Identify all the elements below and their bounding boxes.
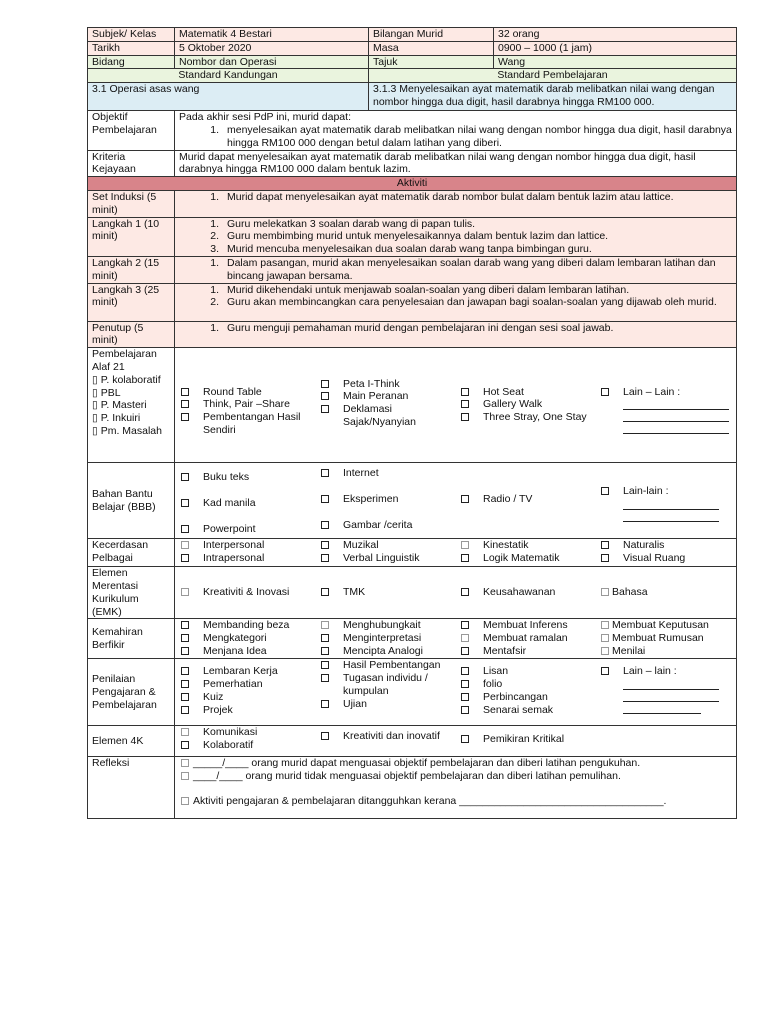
aktiviti-header: Aktiviti: [88, 177, 737, 191]
tajuk-label: Tajuk: [369, 55, 494, 69]
checkbox-option[interactable]: Pemikiran Kritikal: [459, 733, 599, 746]
blank-line[interactable]: [623, 690, 719, 702]
checkbox-option[interactable]: Gambar /cerita: [319, 519, 459, 532]
checkbox-icon[interactable]: [181, 634, 189, 642]
checkbox-option[interactable]: Lain – Lain :: [599, 386, 729, 399]
checkbox-option[interactable]: Naturalis: [599, 539, 729, 552]
checkbox-option[interactable]: Menghubungkait: [319, 619, 459, 632]
emk-options: [175, 567, 737, 619]
refleksi-line-3[interactable]: Aktiviti pengajaran & pembelajaran ditangguhkan kerana ___________________________________.: [179, 795, 732, 808]
checkbox-option[interactable]: Lisan: [459, 665, 599, 678]
checkbox-option[interactable]: Muzikal: [319, 539, 459, 552]
checkbox-option[interactable]: Three Stray, One Stay: [459, 411, 599, 424]
kecerdasan-label: Kecerdasan Pelbagai: [88, 539, 175, 567]
alaf21-label-cell: [88, 348, 175, 463]
checkbox-icon[interactable]: [181, 706, 189, 714]
elemen4k-options: [175, 726, 737, 757]
checkbox-icon[interactable]: [321, 634, 329, 642]
alaf21-type: ▯ P. Inkuiri: [92, 412, 141, 425]
checkbox-icon[interactable]: [181, 621, 189, 629]
tarikh-value: 5 Oktober 2020: [175, 41, 369, 55]
blank-line[interactable]: [623, 498, 719, 510]
checkbox-icon[interactable]: [181, 388, 189, 396]
checkbox-option[interactable]: Lain – lain :: [599, 665, 729, 678]
lesson-plan-table: [87, 27, 737, 819]
kemahiran-label: Kemahiran Berfikir: [88, 619, 175, 659]
checkbox-icon[interactable]: [181, 473, 189, 481]
standard-pembelajaran-header: Standard Pembelajaran: [369, 69, 737, 83]
blank-line[interactable]: [623, 678, 719, 690]
checkbox-option[interactable]: Hasil Pembentangan: [319, 659, 459, 672]
checkbox-icon[interactable]: [601, 588, 609, 596]
alaf21-type: ▯ P. kolaboratif: [92, 373, 161, 386]
checkbox-icon[interactable]: [181, 588, 189, 596]
checkbox-icon[interactable]: [181, 647, 189, 655]
langkah-3-content: 1. Murid dikehendaki untuk menjawab soalan-soalan yang diberi dalam lembaran latihan. 2. Guru akan membincangkan cara penyelesaian dan jawapan bagi soalan-soalan yang dijawab oleh murid.: [175, 283, 737, 321]
checkbox-option[interactable]: Gallery Walk: [459, 398, 599, 411]
checkbox-icon[interactable]: [321, 392, 329, 400]
alaf21-type: ▯ Pm. Masalah: [92, 424, 162, 437]
checkbox-option[interactable]: Kuiz: [179, 691, 319, 704]
checkbox-option[interactable]: Powerpoint: [179, 523, 319, 536]
checkbox-icon[interactable]: [601, 621, 609, 629]
checkbox-option[interactable]: Membuat ramalan: [459, 632, 599, 645]
set-induksi-content: 1. Murid dapat menyelesaikan ayat matematik darab nombor bulat dalam bentuk lazim atau lattice.: [175, 190, 737, 217]
checkbox-option[interactable]: Senarai semak: [459, 704, 599, 717]
checkbox-option[interactable]: Ujian: [319, 698, 459, 711]
checkbox-option[interactable]: Tugasan individu / kumpulan: [319, 672, 459, 698]
alaf21-col2: [319, 378, 459, 437]
checkbox-option[interactable]: Mengkategori: [179, 632, 319, 645]
emk-label: Elemen Merentasi Kurikulum (EMK): [88, 567, 175, 619]
checkbox-icon[interactable]: [461, 693, 469, 701]
masa-label: Masa: [369, 41, 494, 55]
checkbox-icon[interactable]: [181, 541, 189, 549]
checkbox-option[interactable]: TMK: [319, 586, 459, 599]
checkbox-option[interactable]: Buku teks: [179, 471, 319, 484]
checkbox-icon[interactable]: [181, 797, 189, 805]
murid-label: Bilangan Murid: [369, 28, 494, 42]
checkbox-icon[interactable]: [321, 621, 329, 629]
checkbox-option[interactable]: Peta I-Think: [319, 378, 459, 391]
checkbox-icon[interactable]: [321, 732, 329, 740]
checkbox-icon[interactable]: [181, 680, 189, 688]
alaf21-label: Pembelajaran Alaf 21: [92, 348, 157, 373]
bbb-options: [175, 463, 737, 539]
checkbox-option[interactable]: Membanding beza: [179, 619, 319, 632]
bbb-label: Bahan Bantu Belajar (BBB): [88, 463, 175, 539]
refleksi-line-1[interactable]: _____/____ orang murid dapat menguasai objektif pembelajaran dan diberi latihan pengukuhan.: [179, 757, 732, 770]
checkbox-option[interactable]: Intrapersonal: [179, 552, 319, 565]
checkbox-option[interactable]: Round Table: [179, 386, 319, 399]
checkbox-icon[interactable]: [461, 667, 469, 675]
checkbox-icon[interactable]: [181, 728, 189, 736]
checkbox-option[interactable]: Keusahawanan: [459, 586, 599, 599]
checkbox-option[interactable]: Mentafsir: [459, 645, 599, 658]
checkbox-icon[interactable]: [461, 735, 469, 743]
checkbox-icon[interactable]: [461, 680, 469, 688]
checkbox-icon[interactable]: [181, 413, 189, 421]
checkbox-icon[interactable]: [181, 693, 189, 701]
checkbox-icon[interactable]: [321, 674, 329, 682]
checkbox-icon[interactable]: [321, 588, 329, 596]
standard-kandungan-value: 3.1 Operasi asas wang: [88, 83, 369, 111]
checkbox-option[interactable]: Menilai: [599, 645, 729, 658]
blank-line[interactable]: [623, 510, 719, 522]
checkbox-option[interactable]: folio: [459, 678, 599, 691]
langkah-1-content: 1. Guru melekatkan 3 soalan darab wang di papan tulis. 2. Guru membimbing murid untuk menyelesaikannya dalam bentuk lazim dan lattice. 3. Murid mencuba menyelesaikan dua soalan darab wang tanpa bimbingan guru.: [175, 217, 737, 256]
checkbox-option[interactable]: Membuat Keputusan: [599, 619, 729, 632]
checkbox-option[interactable]: Kolaboratif: [179, 739, 319, 752]
checkbox-option[interactable]: Lain-lain :: [599, 485, 729, 498]
objektif-content: [175, 111, 737, 150]
checkbox-option[interactable]: Logik Matematik: [459, 552, 599, 565]
checkbox-icon[interactable]: [461, 554, 469, 562]
checkbox-option[interactable]: Komunikasi: [179, 726, 319, 739]
checkbox-icon[interactable]: [321, 521, 329, 529]
kriteria-label: Kriteria Kejayaan: [88, 150, 175, 177]
checkbox-icon[interactable]: [601, 541, 609, 549]
checkbox-option[interactable]: Think, Pair –Share: [179, 398, 319, 411]
murid-value: 32 orang: [494, 28, 737, 42]
objektif-intro: Pada akhir sesi PdP ini, murid dapat:: [179, 111, 351, 124]
alaf21-col1: [179, 378, 319, 437]
checkbox-icon[interactable]: [181, 667, 189, 675]
checkbox-icon[interactable]: [461, 588, 469, 596]
checkbox-option[interactable]: Internet: [319, 467, 459, 480]
checkbox-icon[interactable]: [461, 495, 469, 503]
refleksi-content: [175, 757, 737, 819]
checkbox-icon[interactable]: [181, 499, 189, 507]
checkbox-option[interactable]: Kreativiti dan inovatif: [319, 730, 459, 743]
standard-pembelajaran-value: 3.1.3 Menyelesaikan ayat matematik darab melibatkan nilai wang dengan nombor hingga dua digit, hasil darabnya hingga RM100 000.: [369, 83, 737, 111]
checkbox-icon[interactable]: [181, 400, 189, 408]
checkbox-icon[interactable]: [461, 413, 469, 421]
bbb-col1: [179, 467, 319, 535]
checkbox-option[interactable]: Eksperimen: [319, 493, 459, 506]
checkbox-option[interactable]: Lembaran Kerja: [179, 665, 319, 678]
alaf21-type: ▯ P. Masteri: [92, 399, 147, 412]
checkbox-icon[interactable]: [321, 661, 329, 669]
checkbox-icon[interactable]: [601, 634, 609, 642]
checkbox-option[interactable]: Verbal Linguistik: [319, 552, 459, 565]
checkbox-option[interactable]: Membuat Rumusan: [599, 632, 729, 645]
blank-line[interactable]: [623, 422, 729, 434]
checkbox-icon[interactable]: [181, 741, 189, 749]
checkbox-option[interactable]: Visual Ruang: [599, 552, 729, 565]
kemahiran-options: [175, 619, 737, 659]
checkbox-icon[interactable]: [461, 541, 469, 549]
bbb-col2: [319, 467, 459, 535]
checkbox-option[interactable]: Interpersonal: [179, 539, 319, 552]
objektif-label: Objektif Pembelajaran: [88, 111, 175, 150]
refleksi-line-2[interactable]: ____/____ orang murid tidak menguasai objektif pembelajaran dan diberi latihan pemulihan.: [179, 770, 732, 783]
checkbox-icon[interactable]: [601, 554, 609, 562]
checkbox-icon[interactable]: [181, 772, 189, 780]
checkbox-icon[interactable]: [181, 759, 189, 767]
checkbox-option[interactable]: Kad manila: [179, 497, 319, 510]
set-induksi-label: Set Induksi (5 minit): [88, 190, 175, 217]
checkbox-icon[interactable]: [461, 400, 469, 408]
alaf21-col4: [599, 378, 729, 437]
checkbox-option[interactable]: Pembentangan Hasil Sendiri: [179, 411, 319, 437]
checkbox-icon[interactable]: [321, 554, 329, 562]
checkbox-icon[interactable]: [181, 525, 189, 533]
checkbox-icon[interactable]: [461, 647, 469, 655]
langkah-3-label: Langkah 3 (25 minit): [88, 283, 175, 321]
blank-line[interactable]: [623, 398, 729, 410]
alaf21-options: [175, 348, 737, 463]
checkbox-icon[interactable]: [181, 554, 189, 562]
checkbox-icon[interactable]: [461, 706, 469, 714]
checkbox-icon[interactable]: [321, 647, 329, 655]
bidang-label: Bidang: [88, 55, 175, 69]
lesson-plan-sheet: [87, 27, 736, 819]
standard-kandungan-header: Standard Kandungan: [88, 69, 369, 83]
checkbox-option[interactable]: Menjana Idea: [179, 645, 319, 658]
langkah-1-label: Langkah 1 (10 minit): [88, 217, 175, 256]
penilaian-options: [175, 659, 737, 726]
checkbox-icon[interactable]: [461, 621, 469, 629]
checkbox-icon[interactable]: [321, 700, 329, 708]
checkbox-option[interactable]: Kinestatik: [459, 539, 599, 552]
blank-line[interactable]: [623, 702, 701, 714]
penilaian-label: Penilaian Pengajaran & Pembelajaran: [88, 659, 175, 726]
objektif-item: 1. menyelesaikan ayat matematik darab melibatkan nilai wang dengan nombor hingga dua digit, hasil darabnya hingga RM100 000 dengan betul dalam latihan yang diberi.: [210, 123, 732, 149]
tajuk-value: Wang: [494, 55, 737, 69]
langkah-2-label: Langkah 2 (15 minit): [88, 256, 175, 283]
checkbox-option[interactable]: Pemerhatian: [179, 678, 319, 691]
refleksi-label: Refleksi: [88, 757, 175, 819]
penutup-content: 1. Guru menguji pemahaman murid dengan pembelajaran ini dengan sesi soal jawab.: [175, 321, 737, 348]
langkah-2-content: 1. Dalam pasangan, murid akan menyelesaikan soalan darab wang yang diberi dalam lembaran latihan dan bincang jawapan bersama.: [175, 256, 737, 283]
checkbox-option[interactable]: Main Peranan: [319, 390, 459, 403]
checkbox-icon[interactable]: [321, 495, 329, 503]
alaf21-col3: [459, 378, 599, 437]
checkbox-icon[interactable]: [321, 469, 329, 477]
checkbox-option[interactable]: Perbincangan: [459, 691, 599, 704]
alaf21-type: ▯ PBL: [92, 386, 121, 399]
kecerdasan-options: [175, 539, 737, 567]
checkbox-icon[interactable]: [461, 634, 469, 642]
checkbox-icon[interactable]: [321, 405, 329, 413]
checkbox-icon[interactable]: [601, 667, 609, 675]
elemen4k-label: Elemen 4K: [88, 726, 175, 757]
subjek-label: Subjek/ Kelas: [88, 28, 175, 42]
checkbox-option[interactable]: Projek: [179, 704, 319, 717]
checkbox-icon[interactable]: [321, 380, 329, 388]
bbb-col3: [459, 467, 599, 535]
checkbox-option[interactable]: Bahasa: [599, 586, 729, 599]
checkbox-option[interactable]: Kreativiti & Inovasi: [179, 586, 319, 599]
checkbox-option[interactable]: Deklamasi Sajak/Nyanyian: [319, 403, 459, 429]
checkbox-icon[interactable]: [601, 388, 609, 396]
tarikh-label: Tarikh: [88, 41, 175, 55]
subjek-value: Matematik 4 Bestari: [175, 28, 369, 42]
checkbox-icon[interactable]: [321, 541, 329, 549]
bidang-value: Nombor dan Operasi: [175, 55, 369, 69]
checkbox-option[interactable]: Radio / TV: [459, 493, 599, 506]
checkbox-option[interactable]: Hot Seat: [459, 386, 599, 399]
bbb-col4: [599, 467, 729, 535]
kriteria-text: Murid dapat menyelesaikan ayat matematik darab melibatkan nilai wang dengan nombor hingga dua digit, hasil darabnya hingga RM100 000 dalam bentuk lazim.: [175, 150, 737, 177]
masa-value: 0900 – 1000 (1 jam): [494, 41, 737, 55]
checkbox-icon[interactable]: [601, 647, 609, 655]
checkbox-option[interactable]: Menginterpretasi: [319, 632, 459, 645]
checkbox-option[interactable]: Membuat Inferens: [459, 619, 599, 632]
checkbox-option[interactable]: Mencipta Analogi: [319, 645, 459, 658]
blank-line[interactable]: [623, 410, 729, 422]
checkbox-icon[interactable]: [601, 487, 609, 495]
penutup-label: Penutup (5 minit): [88, 321, 175, 348]
checkbox-icon[interactable]: [461, 388, 469, 396]
